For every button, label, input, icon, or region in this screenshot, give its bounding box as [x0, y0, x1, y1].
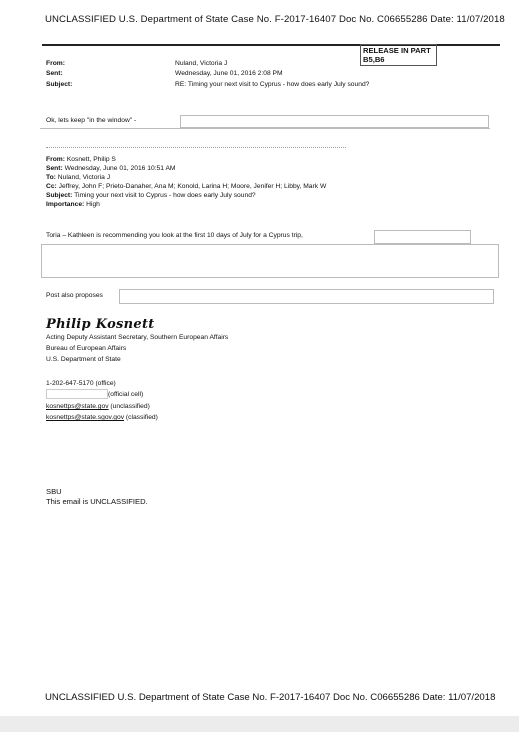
from-label: From: — [46, 60, 65, 67]
orig-importance-label: Importance: — [46, 201, 85, 208]
signature-bureau: Bureau of European Affairs — [46, 345, 127, 352]
orig-cc-value: Jeffrey, John F; Prieto-Danaher, Ana M; Konold, Larina H; Moore, Jenifer H; Libby, Mark W — [58, 183, 327, 190]
reply-body: Ok, lets keep "in the window" - — [46, 117, 137, 124]
footer-stamp: UNCLASSIFIED U.S. Department of State Case No. F-2017-16407 Doc No. C06655286 Date: 11/07/2018 — [45, 692, 496, 703]
release-stamp — [360, 44, 437, 66]
redaction-box-1 — [180, 115, 489, 128]
signature-title: Acting Deputy Assistant Secretary, Southern European Affairs — [46, 334, 229, 341]
email-link-classified[interactable]: kosnettps@state.sgov.gov — [46, 414, 125, 421]
redaction-box-3 — [41, 244, 499, 278]
signature-name: Philip Kosnett — [46, 317, 155, 332]
sbu-label: SBU — [46, 487, 62, 496]
orig-body-2: Post also proposes — [46, 292, 103, 299]
orig-from-label: From: — [46, 156, 65, 163]
orig-importance-value: High — [86, 201, 100, 208]
orig-to-value: Nuland, Victoria J — [57, 174, 111, 181]
orig-sent-line — [46, 165, 176, 174]
orig-importance-line — [46, 201, 100, 210]
release-line-1: RELEASE IN PART — [363, 46, 431, 55]
email-1-note: (unclassified) — [108, 403, 150, 410]
subject-label: Subject: — [46, 81, 73, 88]
header-stamp: UNCLASSIFIED U.S. Department of State Case No. F-2017-16407 Doc No. C06655286 Date: 11/07/2018 — [45, 14, 505, 25]
redaction-box-5 — [46, 389, 108, 399]
orig-to-line — [46, 174, 110, 183]
orig-body-1: Toria – Kathleen is recommending you look at the first 10 days of July for a Cyprus trip, — [46, 232, 303, 239]
orig-subject-label: Subject: — [46, 192, 73, 199]
email-2-note: (classified) — [124, 414, 158, 421]
signature-phone: 1-202-647-5170 (office) — [46, 380, 116, 387]
separator-line — [46, 147, 346, 148]
redaction-box-2 — [374, 230, 471, 244]
orig-sent-label: Sent: — [46, 165, 63, 172]
orig-from-value: Kosnett, Philip S — [66, 156, 116, 163]
release-line-2: B5,B6 — [363, 55, 385, 64]
email-link-unclassified[interactable]: kosnettps@state.gov — [46, 403, 109, 410]
sent-value: Wednesday, June 01, 2016 2:08 PM — [175, 70, 283, 77]
from-value: Nuland, Victoria J — [175, 60, 228, 67]
redaction-underline — [40, 128, 490, 129]
subject-value: RE: Timing your next visit to Cyprus - how does early July sound? — [175, 81, 370, 88]
sbu-notice: This email is UNCLASSIFIED. — [46, 497, 148, 506]
redaction-box-4 — [119, 289, 494, 304]
orig-from-line — [46, 156, 116, 165]
orig-to-label: To: — [46, 174, 56, 181]
signature-cell: (official cell) — [108, 391, 144, 398]
orig-subject-value: Timing your next visit to Cyprus - how does early July sound? — [74, 192, 256, 199]
orig-sent-value: Wednesday, June 01, 2016 10:51 AM — [64, 165, 176, 172]
orig-cc-line — [46, 183, 326, 192]
orig-cc-label: Cc: — [46, 183, 57, 190]
sent-label: Sent: — [46, 70, 63, 77]
viewer-bottom-strip — [0, 716, 519, 732]
signature-dept: U.S. Department of State — [46, 356, 121, 363]
signature-email-2-line — [46, 414, 158, 423]
orig-subject-line — [46, 192, 256, 201]
signature-email-1-line — [46, 403, 150, 412]
